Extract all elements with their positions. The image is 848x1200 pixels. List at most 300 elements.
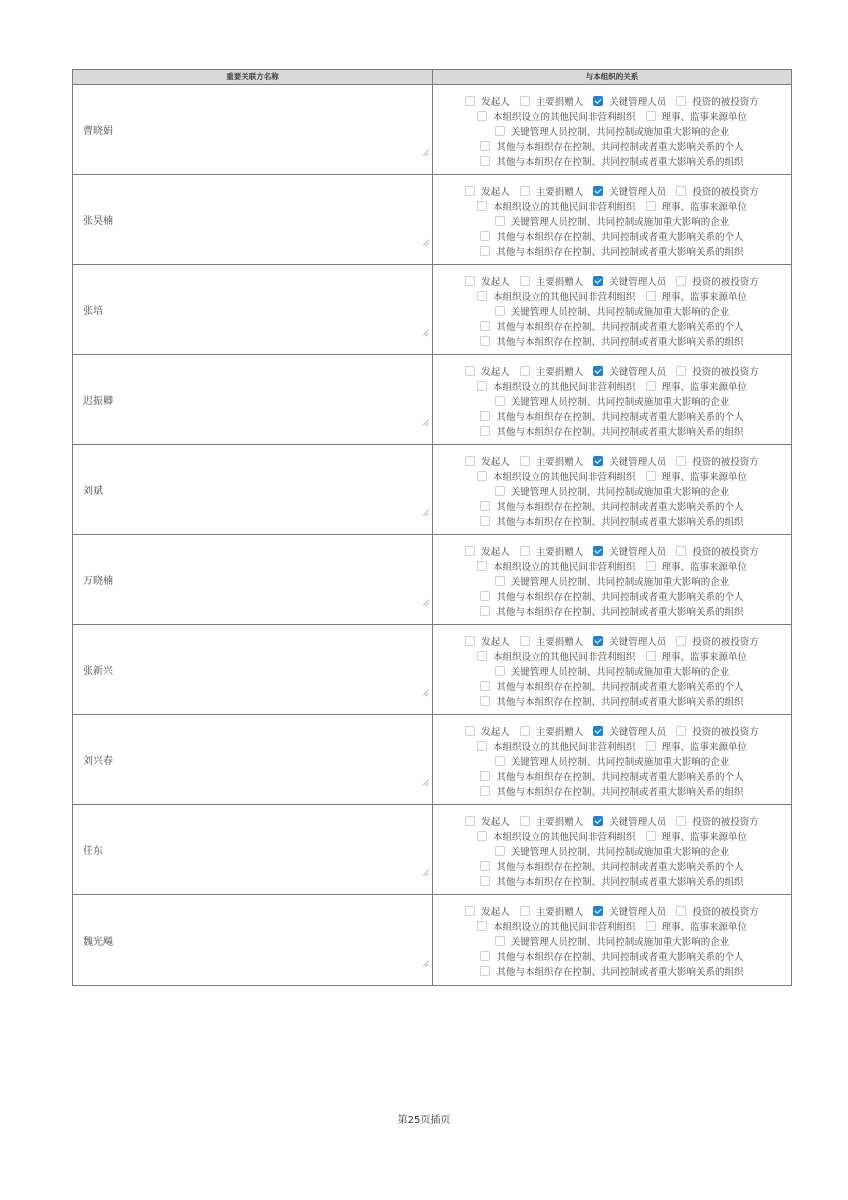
name-cell[interactable] <box>73 445 433 534</box>
checkbox-icon[interactable] <box>676 546 686 556</box>
relation-option[interactable] <box>646 649 748 663</box>
checkbox-icon[interactable] <box>646 291 656 301</box>
relation-option[interactable] <box>646 289 748 303</box>
relation-option[interactable] <box>520 814 584 828</box>
checkbox-icon[interactable] <box>646 921 656 931</box>
table-row <box>73 85 791 175</box>
relation-option[interactable] <box>480 424 743 438</box>
relation-option[interactable] <box>477 919 636 933</box>
relation-option[interactable] <box>520 904 584 918</box>
checkbox-icon[interactable] <box>465 906 475 916</box>
relation-option[interactable] <box>477 379 636 393</box>
checkbox-checked-icon[interactable] <box>593 726 603 736</box>
relation-option[interactable] <box>593 634 666 648</box>
checkbox-icon[interactable] <box>646 111 656 121</box>
checkbox-icon[interactable] <box>480 681 490 691</box>
option-label: 投资的被投资方 <box>692 726 759 738</box>
relation-option[interactable] <box>495 124 730 138</box>
checkbox-icon[interactable] <box>646 381 656 391</box>
resize-handle-icon[interactable] <box>423 780 429 786</box>
checkbox-icon[interactable] <box>477 381 487 391</box>
relation-option[interactable] <box>480 679 743 693</box>
option-label: 发起人 <box>481 366 510 378</box>
relation-cell <box>433 805 791 894</box>
checkbox-icon[interactable] <box>480 321 490 331</box>
checkbox-checked-icon[interactable] <box>593 636 603 646</box>
relation-option[interactable] <box>520 634 584 648</box>
relation-option[interactable] <box>520 184 584 198</box>
checkbox-icon[interactable] <box>480 786 490 796</box>
option-label: 其他与本组织存在控制、共同控制或者重大影响关系的组织 <box>496 696 744 708</box>
option-line <box>472 198 752 213</box>
option-line <box>475 693 748 708</box>
checkbox-icon[interactable] <box>676 276 686 286</box>
checkbox-checked-icon[interactable] <box>593 906 603 916</box>
checkbox-icon[interactable] <box>477 201 487 211</box>
option-line <box>460 273 764 288</box>
checkbox-icon[interactable] <box>477 741 487 751</box>
relation-option[interactable] <box>495 304 730 318</box>
checkbox-icon[interactable] <box>495 936 505 946</box>
option-label: 其他与本组织存在控制、共同控制或者重大影响关系的组织 <box>496 606 744 618</box>
resize-handle-icon[interactable] <box>423 870 429 876</box>
option-label: 理事、监事来源单位 <box>661 921 748 933</box>
relation-option[interactable] <box>593 454 666 468</box>
option-label: 理事、监事来源单位 <box>661 651 748 663</box>
relation-option[interactable] <box>480 949 743 963</box>
relation-option[interactable] <box>480 229 743 243</box>
option-line <box>472 918 752 933</box>
relation-option[interactable] <box>480 499 743 513</box>
option-label: 主要捐赠人 <box>535 726 584 738</box>
relation-option[interactable] <box>480 139 743 153</box>
option-label: 本组织设立的其他民间非营利组织 <box>492 111 636 123</box>
checkbox-icon[interactable] <box>495 756 505 766</box>
relation-cell <box>433 175 791 264</box>
option-line <box>475 513 748 528</box>
option-line <box>472 378 752 393</box>
relation-option[interactable] <box>477 199 636 213</box>
checkbox-icon[interactable] <box>480 426 490 436</box>
option-label: 关键管理人员控制、共同控制或施加重大影响的企业 <box>510 306 730 318</box>
option-line <box>475 408 748 423</box>
relation-option[interactable] <box>465 814 510 828</box>
checkbox-icon[interactable] <box>520 186 530 196</box>
option-line <box>475 423 748 438</box>
relation-option[interactable] <box>480 244 743 258</box>
relation-option[interactable] <box>480 334 743 348</box>
option-label: 本组织设立的其他民间非营利组织 <box>492 561 636 573</box>
name-cell[interactable] <box>73 715 433 804</box>
option-line <box>475 318 748 333</box>
option-label: 关键管理人员 <box>609 906 667 918</box>
relation-option[interactable] <box>646 379 748 393</box>
relation-option[interactable] <box>480 874 743 888</box>
option-line <box>475 873 748 888</box>
option-label: 本组织设立的其他民间非营利组织 <box>492 291 636 303</box>
relation-option[interactable] <box>495 484 730 498</box>
relation-option[interactable] <box>676 364 759 378</box>
checkbox-icon[interactable] <box>477 651 487 661</box>
relation-option[interactable] <box>480 769 743 783</box>
resize-handle-icon[interactable] <box>423 330 429 336</box>
option-label: 其他与本组织存在控制、共同控制或者重大影响关系的个人 <box>496 591 744 603</box>
checkbox-icon[interactable] <box>676 186 686 196</box>
option-label: 其他与本组织存在控制、共同控制或者重大影响关系的个人 <box>496 411 744 423</box>
related-parties-table <box>72 69 792 986</box>
relation-option[interactable] <box>480 319 743 333</box>
option-line <box>475 588 748 603</box>
name-cell[interactable] <box>73 895 433 985</box>
resize-handle-icon[interactable] <box>423 690 429 696</box>
relation-option[interactable] <box>593 724 666 738</box>
relation-option[interactable] <box>465 274 510 288</box>
checkbox-icon[interactable] <box>477 291 487 301</box>
relation-options <box>433 363 791 438</box>
relation-option[interactable] <box>480 694 743 708</box>
relation-option[interactable] <box>477 739 636 753</box>
option-label: 关键管理人员控制、共同控制或施加重大影响的企业 <box>510 486 730 498</box>
relation-option[interactable] <box>480 154 743 168</box>
option-line <box>475 678 748 693</box>
checkbox-icon[interactable] <box>465 546 475 556</box>
table-row <box>73 895 791 985</box>
checkbox-icon[interactable] <box>646 741 656 751</box>
option-label: 理事、监事来源单位 <box>661 471 748 483</box>
checkbox-icon[interactable] <box>520 546 530 556</box>
relation-option[interactable] <box>477 289 636 303</box>
table-row <box>73 625 791 715</box>
option-line <box>472 558 752 573</box>
option-label: 关键管理人员 <box>609 816 667 828</box>
checkbox-icon[interactable] <box>520 636 530 646</box>
checkbox-icon[interactable] <box>646 651 656 661</box>
relation-option[interactable] <box>676 94 759 108</box>
option-label: 关键管理人员控制、共同控制或施加重大影响的企业 <box>510 936 730 948</box>
relation-cell <box>433 85 791 174</box>
relation-option[interactable] <box>477 649 636 663</box>
checkbox-icon[interactable] <box>477 921 487 931</box>
relation-options <box>433 813 791 888</box>
relation-option[interactable] <box>520 364 584 378</box>
option-label: 关键管理人员 <box>609 186 667 198</box>
relation-option[interactable] <box>676 454 759 468</box>
option-label: 本组织设立的其他民间非营利组织 <box>492 381 636 393</box>
checkbox-icon[interactable] <box>465 276 475 286</box>
relation-option[interactable] <box>593 94 666 108</box>
option-label: 主要捐赠人 <box>535 636 584 648</box>
relation-option[interactable] <box>593 184 666 198</box>
checkbox-icon[interactable] <box>520 456 530 466</box>
relation-option[interactable] <box>477 469 636 483</box>
option-line <box>460 93 764 108</box>
relation-option[interactable] <box>495 394 730 408</box>
checkbox-checked-icon[interactable] <box>593 96 603 106</box>
checkbox-icon[interactable] <box>676 366 686 376</box>
option-line <box>490 933 735 948</box>
option-label: 本组织设立的其他民间非营利组织 <box>492 201 636 213</box>
relation-cell <box>433 535 791 624</box>
relation-option[interactable] <box>477 559 636 573</box>
name-cell[interactable] <box>73 265 433 354</box>
relation-cell <box>433 715 791 804</box>
option-label: 其他与本组织存在控制、共同控制或者重大影响关系的组织 <box>496 966 744 978</box>
option-label: 关键管理人员 <box>609 96 667 108</box>
checkbox-icon[interactable] <box>676 456 686 466</box>
header-relation: 与本组织的关系 <box>585 72 639 81</box>
checkbox-icon[interactable] <box>676 96 686 106</box>
option-line <box>472 738 752 753</box>
checkbox-icon[interactable] <box>480 516 490 526</box>
resize-handle-icon[interactable] <box>423 240 429 246</box>
checkbox-icon[interactable] <box>465 366 475 376</box>
checkbox-icon[interactable] <box>495 846 505 856</box>
checkbox-checked-icon[interactable] <box>593 816 603 826</box>
checkbox-icon[interactable] <box>495 486 505 496</box>
checkbox-icon[interactable] <box>520 96 530 106</box>
relation-option[interactable] <box>646 739 748 753</box>
option-label: 投资的被投资方 <box>692 546 759 558</box>
relation-option[interactable] <box>465 94 510 108</box>
option-line <box>460 543 764 558</box>
relation-option[interactable] <box>593 544 666 558</box>
checkbox-icon[interactable] <box>465 456 475 466</box>
option-line <box>460 813 764 828</box>
relation-option[interactable] <box>495 574 730 588</box>
checkbox-checked-icon[interactable] <box>593 276 603 286</box>
relation-option[interactable] <box>465 364 510 378</box>
checkbox-icon[interactable] <box>676 636 686 646</box>
relation-option[interactable] <box>646 469 748 483</box>
checkbox-icon[interactable] <box>520 276 530 286</box>
relation-option[interactable] <box>593 904 666 918</box>
relation-option[interactable] <box>646 109 748 123</box>
relation-option[interactable] <box>593 364 666 378</box>
resize-handle-icon[interactable] <box>423 961 429 967</box>
relation-option[interactable] <box>465 904 510 918</box>
relation-options <box>433 273 791 348</box>
name-cell[interactable] <box>73 805 433 894</box>
option-label: 其他与本组织存在控制、共同控制或者重大影响关系的组织 <box>496 336 744 348</box>
option-line <box>490 393 735 408</box>
checkbox-icon[interactable] <box>480 411 490 421</box>
relation-option[interactable] <box>676 184 759 198</box>
option-label: 理事、监事来源单位 <box>661 111 748 123</box>
checkbox-icon[interactable] <box>480 156 490 166</box>
table-row <box>73 535 791 625</box>
relation-option[interactable] <box>676 544 759 558</box>
option-line <box>472 648 752 663</box>
relation-option[interactable] <box>520 724 584 738</box>
checkbox-icon[interactable] <box>477 111 487 121</box>
relation-option[interactable] <box>646 919 748 933</box>
checkbox-icon[interactable] <box>480 966 490 976</box>
relation-option[interactable] <box>593 274 666 288</box>
option-label: 主要捐赠人 <box>535 906 584 918</box>
checkbox-icon[interactable] <box>495 306 505 316</box>
checkbox-icon[interactable] <box>480 591 490 601</box>
checkbox-icon[interactable] <box>480 951 490 961</box>
checkbox-checked-icon[interactable] <box>593 366 603 376</box>
party-name: 张昊楠 <box>83 216 113 227</box>
relation-option[interactable] <box>495 214 730 228</box>
option-line <box>490 753 735 768</box>
option-label: 其他与本组织存在控制、共同控制或者重大影响关系的组织 <box>496 516 744 528</box>
option-label: 主要捐赠人 <box>535 186 584 198</box>
checkbox-icon[interactable] <box>495 396 505 406</box>
option-line <box>460 723 764 738</box>
name-cell[interactable] <box>73 355 433 444</box>
relation-option[interactable] <box>520 454 584 468</box>
checkbox-icon[interactable] <box>646 471 656 481</box>
relation-option[interactable] <box>593 814 666 828</box>
option-label: 其他与本组织存在控制、共同控制或者重大影响关系的组织 <box>496 786 744 798</box>
checkbox-icon[interactable] <box>495 216 505 226</box>
checkbox-icon[interactable] <box>480 696 490 706</box>
relation-option[interactable] <box>465 634 510 648</box>
checkbox-icon[interactable] <box>495 666 505 676</box>
checkbox-icon[interactable] <box>480 246 490 256</box>
checkbox-icon[interactable] <box>465 96 475 106</box>
checkbox-icon[interactable] <box>676 906 686 916</box>
checkbox-icon[interactable] <box>646 831 656 841</box>
relation-option[interactable] <box>520 94 584 108</box>
resize-handle-icon[interactable] <box>423 420 429 426</box>
relation-option[interactable] <box>477 109 636 123</box>
relation-option[interactable] <box>495 754 730 768</box>
relation-option[interactable] <box>480 514 743 528</box>
relation-option[interactable] <box>480 409 743 423</box>
checkbox-icon[interactable] <box>495 126 505 136</box>
relation-option[interactable] <box>480 784 743 798</box>
relation-option[interactable] <box>520 274 584 288</box>
option-line <box>472 288 752 303</box>
option-label: 发起人 <box>481 906 510 918</box>
option-label: 其他与本组织存在控制、共同控制或者重大影响关系的组织 <box>496 876 744 888</box>
checkbox-icon[interactable] <box>520 906 530 916</box>
checkbox-icon[interactable] <box>477 831 487 841</box>
checkbox-icon[interactable] <box>520 366 530 376</box>
checkbox-icon[interactable] <box>477 561 487 571</box>
option-line <box>490 123 735 138</box>
checkbox-icon[interactable] <box>480 606 490 616</box>
relation-option[interactable] <box>676 634 759 648</box>
table-body <box>73 85 791 985</box>
relation-option[interactable] <box>646 829 748 843</box>
option-label: 关键管理人员 <box>609 726 667 738</box>
option-label: 投资的被投资方 <box>692 906 759 918</box>
checkbox-checked-icon[interactable] <box>593 456 603 466</box>
option-line <box>490 663 735 678</box>
checkbox-icon[interactable] <box>480 231 490 241</box>
table-row <box>73 445 791 535</box>
relation-option[interactable] <box>520 544 584 558</box>
checkbox-icon[interactable] <box>495 576 505 586</box>
option-line <box>475 228 748 243</box>
relation-option[interactable] <box>480 589 743 603</box>
option-line <box>490 573 735 588</box>
checkbox-icon[interactable] <box>520 816 530 826</box>
relation-option[interactable] <box>495 844 730 858</box>
relation-option[interactable] <box>676 814 759 828</box>
resize-handle-icon[interactable] <box>423 600 429 606</box>
checkbox-icon[interactable] <box>676 816 686 826</box>
relation-option[interactable] <box>646 559 748 573</box>
relation-option[interactable] <box>465 544 510 558</box>
party-name: 刘斌 <box>83 486 103 497</box>
relation-option[interactable] <box>676 724 759 738</box>
option-label: 理事、监事来源单位 <box>661 741 748 753</box>
option-label: 发起人 <box>481 816 510 828</box>
checkbox-icon[interactable] <box>480 861 490 871</box>
option-line <box>472 828 752 843</box>
relation-option[interactable] <box>480 604 743 618</box>
name-cell[interactable] <box>73 625 433 714</box>
checkbox-icon[interactable] <box>520 726 530 736</box>
relation-option[interactable] <box>646 199 748 213</box>
name-cell[interactable] <box>73 175 433 264</box>
relation-option[interactable] <box>465 184 510 198</box>
name-cell[interactable] <box>73 535 433 624</box>
relation-option[interactable] <box>676 274 759 288</box>
checkbox-icon[interactable] <box>477 471 487 481</box>
option-label: 关键管理人员 <box>609 636 667 648</box>
option-label: 本组织设立的其他民间非营利组织 <box>492 831 636 843</box>
option-label: 关键管理人员控制、共同控制或施加重大影响的企业 <box>510 756 730 768</box>
relation-option[interactable] <box>465 454 510 468</box>
option-label: 其他与本组织存在控制、共同控制或者重大影响关系的个人 <box>496 861 744 873</box>
option-line <box>475 963 748 978</box>
option-line <box>460 183 764 198</box>
relation-option[interactable] <box>495 664 730 678</box>
option-label: 发起人 <box>481 96 510 108</box>
relation-option[interactable] <box>465 724 510 738</box>
checkbox-icon[interactable] <box>465 636 475 646</box>
checkbox-icon[interactable] <box>646 201 656 211</box>
checkbox-checked-icon[interactable] <box>593 186 603 196</box>
option-line <box>472 108 752 123</box>
checkbox-icon[interactable] <box>480 876 490 886</box>
checkbox-icon[interactable] <box>646 561 656 571</box>
checkbox-icon[interactable] <box>480 141 490 151</box>
party-name: 魏光飚 <box>83 936 113 948</box>
relation-option[interactable] <box>480 859 743 873</box>
option-label: 发起人 <box>481 726 510 738</box>
checkbox-icon[interactable] <box>676 726 686 736</box>
checkbox-checked-icon[interactable] <box>593 546 603 556</box>
resize-handle-icon[interactable] <box>423 510 429 516</box>
option-label: 投资的被投资方 <box>692 456 759 468</box>
checkbox-icon[interactable] <box>480 501 490 511</box>
relation-option[interactable] <box>676 904 759 918</box>
page-footer: 第25页插页 <box>397 1115 451 1126</box>
relation-option[interactable] <box>495 934 730 948</box>
option-line <box>475 498 748 513</box>
resize-handle-icon[interactable] <box>423 150 429 156</box>
relation-option[interactable] <box>480 964 743 978</box>
relation-options <box>433 543 791 618</box>
checkbox-icon[interactable] <box>465 726 475 736</box>
checkbox-icon[interactable] <box>480 771 490 781</box>
option-label: 投资的被投资方 <box>692 636 759 648</box>
checkbox-icon[interactable] <box>465 186 475 196</box>
checkbox-icon[interactable] <box>465 816 475 826</box>
relation-option[interactable] <box>477 829 636 843</box>
option-label: 本组织设立的其他民间非营利组织 <box>492 471 636 483</box>
name-cell[interactable] <box>73 85 433 174</box>
checkbox-icon[interactable] <box>480 336 490 346</box>
option-label: 理事、监事来源单位 <box>661 201 748 213</box>
